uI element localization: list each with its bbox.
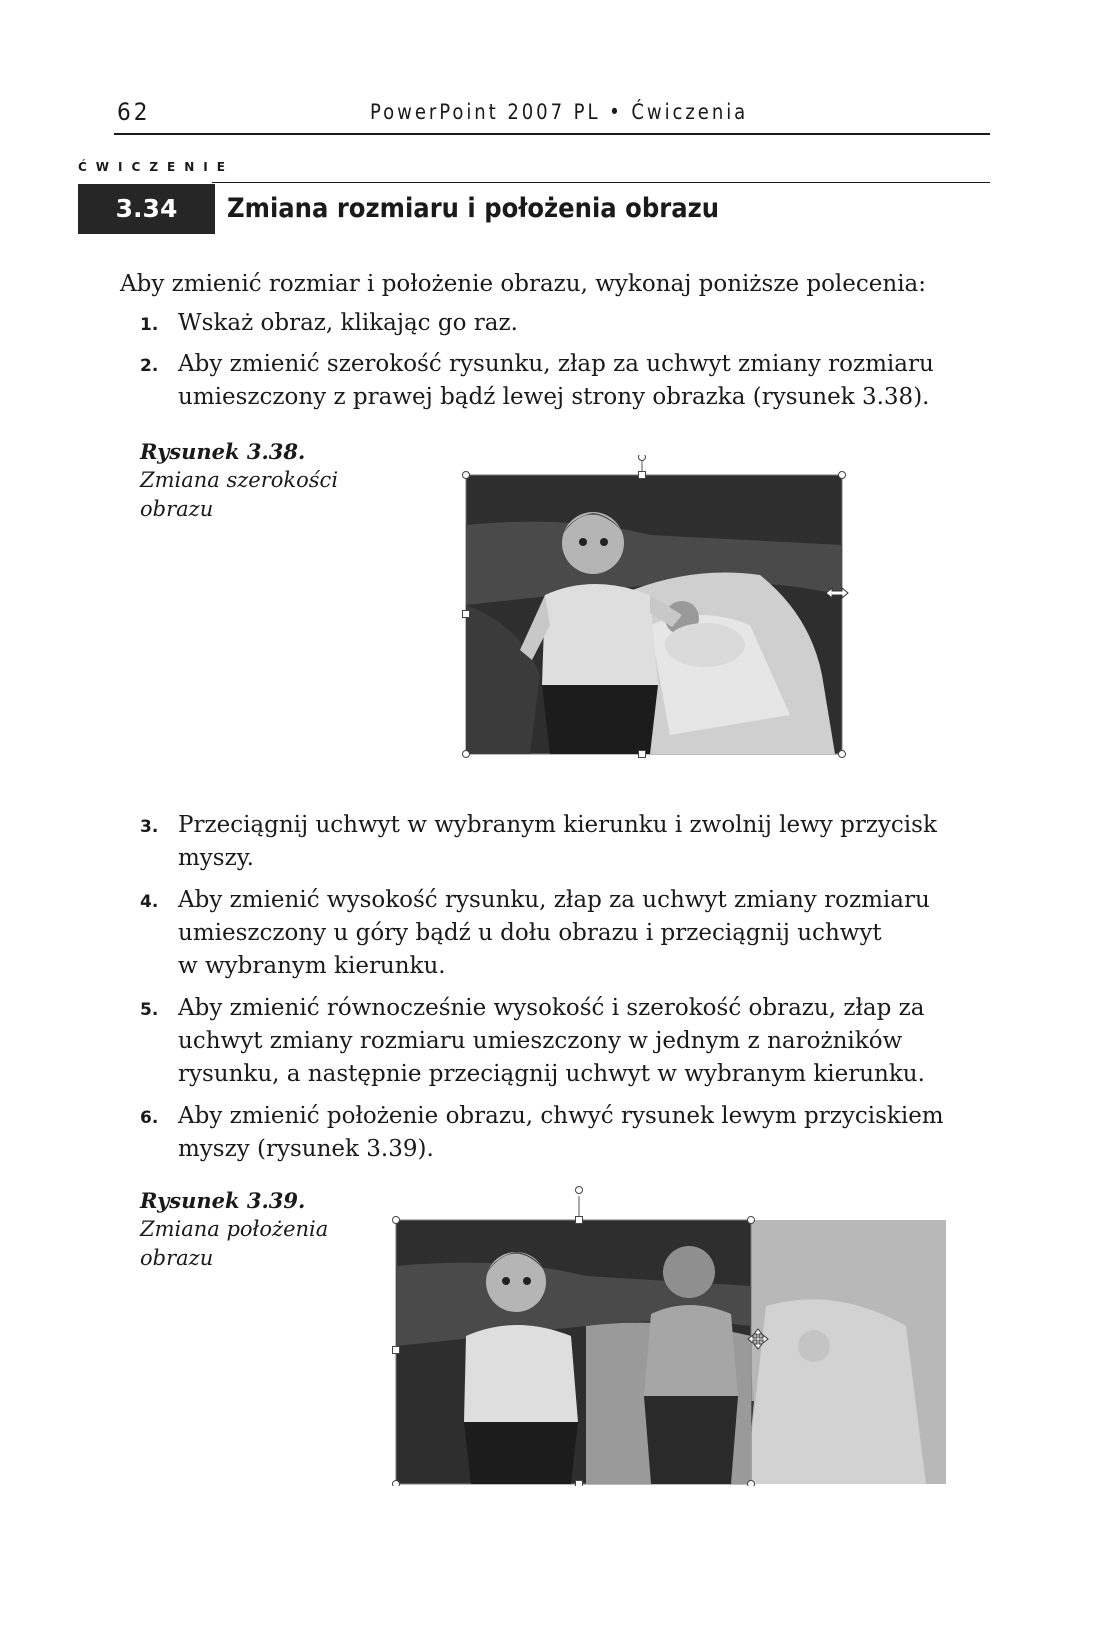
top-handle[interactable] [638,471,646,479]
exercise-rule [212,182,990,183]
step-number: 5. [140,1000,159,1020]
list-item [140,1100,944,1166]
step-text: rysunku, a następnie przeciągnij uchwyt w wybranym kierunku. [178,1061,925,1087]
header-rule [114,133,990,135]
corner-handle-tr[interactable] [838,471,846,479]
step-number: 3. [140,817,159,837]
bottom-handle[interactable] [575,1480,583,1486]
exercise-label: ĆWICZENIE [78,160,234,174]
step-number: 4. [140,892,159,912]
corner-handle-bl[interactable] [392,1480,400,1486]
intro-text: Aby zmienić rozmiar i położenie obrazu, wykonaj poniższe polecenia: [120,271,927,297]
list-item [140,884,930,983]
corner-handle-tl[interactable] [392,1216,400,1224]
list-item [140,809,937,875]
step-text: uchwyt zmiany rozmiaru umieszczony w jednym z narożników [178,1028,903,1054]
figure-label: Rysunek 3.39. [140,1188,306,1213]
step-number: 6. [140,1108,159,1128]
list-item [140,348,934,414]
bottom-handle[interactable] [638,750,646,758]
step-number: 2. [140,356,159,376]
left-handle[interactable] [462,610,470,618]
step-text: Aby zmienić równocześnie wysokość i szerokość obrazu, złap za [178,995,925,1021]
page-number: 62 [117,98,151,126]
list-item [140,992,925,1091]
step-text: Aby zmienić wysokość rysunku, złap za uchwyt zmiany rozmiaru [178,887,930,913]
corner-handle-tl[interactable] [462,471,470,479]
exercise-title: Zmiana rozmiaru i położenia obrazu [227,193,720,224]
figure-3-38 [450,455,850,765]
step-text: Aby zmienić szerokość rysunku, złap za uchwyt zmiany rozmiaru [178,351,934,377]
left-handle[interactable] [392,1346,400,1354]
step-text: Wskaż obraz, klikając go raz. [178,310,518,336]
step-text: umieszczony u góry bądź u dołu obrazu i przeciągnij uchwyt [178,920,882,946]
figure-caption-line: Zmiana szerokości [140,468,339,492]
step-text: w wybranym kierunku. [178,953,446,979]
list-item [140,307,518,340]
corner-handle-br[interactable] [838,750,846,758]
figure-caption [140,1186,328,1273]
rotate-handle[interactable] [575,1186,583,1194]
step-number: 1. [140,315,159,335]
figure-3-39 [386,1186,956,1486]
exercise-number: 3.34 [78,184,215,234]
figure-caption [140,437,338,524]
step-text: myszy. [178,845,254,871]
step-text: Przeciągnij uchwyt w wybranym kierunku i zwolnij lewy przycisk [178,812,937,838]
figure-label: Rysunek 3.38. [140,439,306,464]
step-text: umieszczony z prawej bądź lewej strony obrazka (rysunek 3.38). [178,384,930,410]
running-header-title: PowerPoint 2007 PL • Ćwiczenia [370,100,749,124]
photo-width-resize [450,455,850,765]
figure-caption-line: Zmiana położenia [140,1217,329,1241]
figure-caption-line: obrazu [140,1246,214,1270]
corner-handle-br[interactable] [747,1480,755,1486]
corner-handle-bl[interactable] [462,750,470,758]
photo-move [386,1186,956,1486]
step-text: myszy (rysunek 3.39). [178,1136,434,1162]
top-handle[interactable] [575,1216,583,1224]
figure-caption-line: obrazu [140,497,214,521]
step-text: Aby zmienić położenie obrazu, chwyć rysunek lewym przyciskiem [178,1103,944,1129]
corner-handle-tr[interactable] [747,1216,755,1224]
